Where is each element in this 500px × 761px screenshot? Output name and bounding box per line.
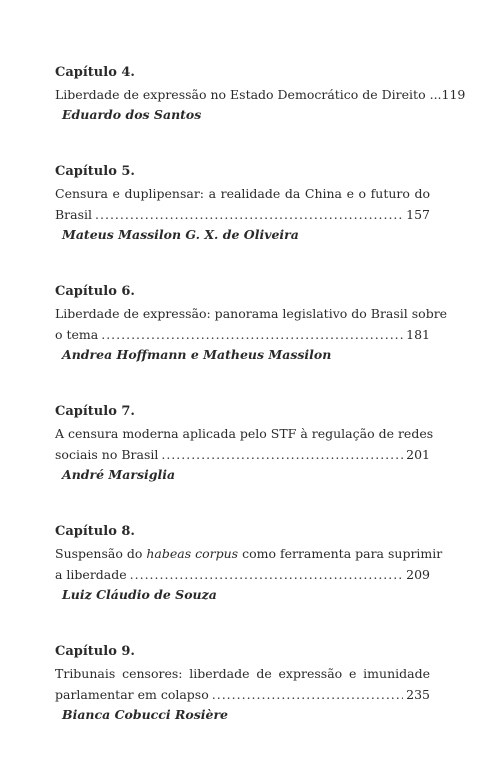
- chapter-title-line-2: [55, 324, 430, 345]
- page-number: 209: [406, 567, 430, 582]
- chapter-label: Capítulo 7.: [55, 404, 135, 419]
- chapter-title: [55, 84, 466, 105]
- chapter-title-text: Brasil: [55, 207, 93, 222]
- chapter-title-line-2: [55, 444, 430, 465]
- page-number: 181: [406, 327, 430, 342]
- chapter-title-text: Liberdade de expressão no Estado Democrático de Direito: [55, 87, 426, 102]
- toc-entry-chapter-8: [55, 521, 443, 605]
- leader-dots: [212, 684, 403, 705]
- toc-entry-chapter-7: [55, 401, 434, 485]
- chapter-title-line: [55, 84, 466, 105]
- chapter-title-line-1: A censura moderna aplicada pelo STF à regulação de redes: [55, 426, 434, 441]
- leader-dots: [101, 324, 403, 345]
- toc-entry-chapter-9: [55, 641, 430, 725]
- chapter-title-text: parlamentar em colapso: [55, 687, 209, 702]
- chapter-title-line-2: [55, 684, 430, 705]
- chapter-title-line-1: Censura e duplipensar: a realidade da China e o futuro do: [55, 186, 430, 201]
- chapter-author: Eduardo dos Santos: [62, 107, 202, 122]
- chapter-title-emphasis: habeas corpus: [146, 546, 239, 561]
- chapter-title: [55, 543, 443, 585]
- table-of-contents: [55, 62, 466, 761]
- chapter-author: André Marsiglia: [62, 467, 176, 482]
- chapter-title-text: sociais no Brasil: [55, 447, 159, 462]
- chapter-label: Capítulo 6.: [55, 284, 135, 299]
- chapter-title: [55, 423, 434, 465]
- chapter-title: [55, 183, 430, 225]
- chapter-title-line-2: [55, 204, 430, 225]
- chapter-title-text: o tema: [55, 327, 99, 342]
- chapter-author: Mateus Massilon G. X. de Oliveira: [62, 227, 299, 242]
- chapter-label: Capítulo 5.: [55, 164, 135, 179]
- chapter-label: Capítulo 8.: [55, 524, 135, 539]
- leader-dots: ...: [429, 87, 442, 102]
- chapter-title-line-2: [55, 564, 430, 585]
- chapter-title-line-1: [55, 543, 443, 564]
- toc-entry-chapter-4: [55, 62, 466, 125]
- leader-dots: [130, 564, 403, 585]
- chapter-label: Capítulo 9.: [55, 644, 135, 659]
- toc-entry-chapter-5: [55, 161, 430, 245]
- page-number: 119: [441, 87, 466, 102]
- chapter-title-line-1: Liberdade de expressão: panorama legislativo do Brasil sobre: [55, 306, 448, 321]
- page-number: 157: [406, 207, 430, 222]
- chapter-label: Capítulo 4.: [55, 65, 135, 80]
- chapter-title-text: a liberdade: [55, 567, 127, 582]
- page-number: 235: [406, 687, 430, 702]
- toc-entry-chapter-6: [55, 281, 448, 365]
- chapter-title-text: Suspensão do: [55, 546, 143, 561]
- chapter-author: Luiz Cláudio de Souza: [62, 587, 217, 602]
- chapter-title: [55, 663, 430, 705]
- chapter-author: Andrea Hoffmann e Matheus Massilon: [62, 347, 332, 362]
- chapter-title-line-1: Tribunais censores: liberdade de expressão e imunidade: [55, 666, 430, 681]
- leader-dots: [95, 204, 403, 225]
- chapter-author: Bianca Cobucci Rosière: [62, 707, 229, 722]
- page-number: 201: [406, 447, 430, 462]
- chapter-title-text: como ferramenta para suprimir: [242, 546, 443, 561]
- leader-dots: [161, 444, 403, 465]
- chapter-title: [55, 303, 448, 345]
